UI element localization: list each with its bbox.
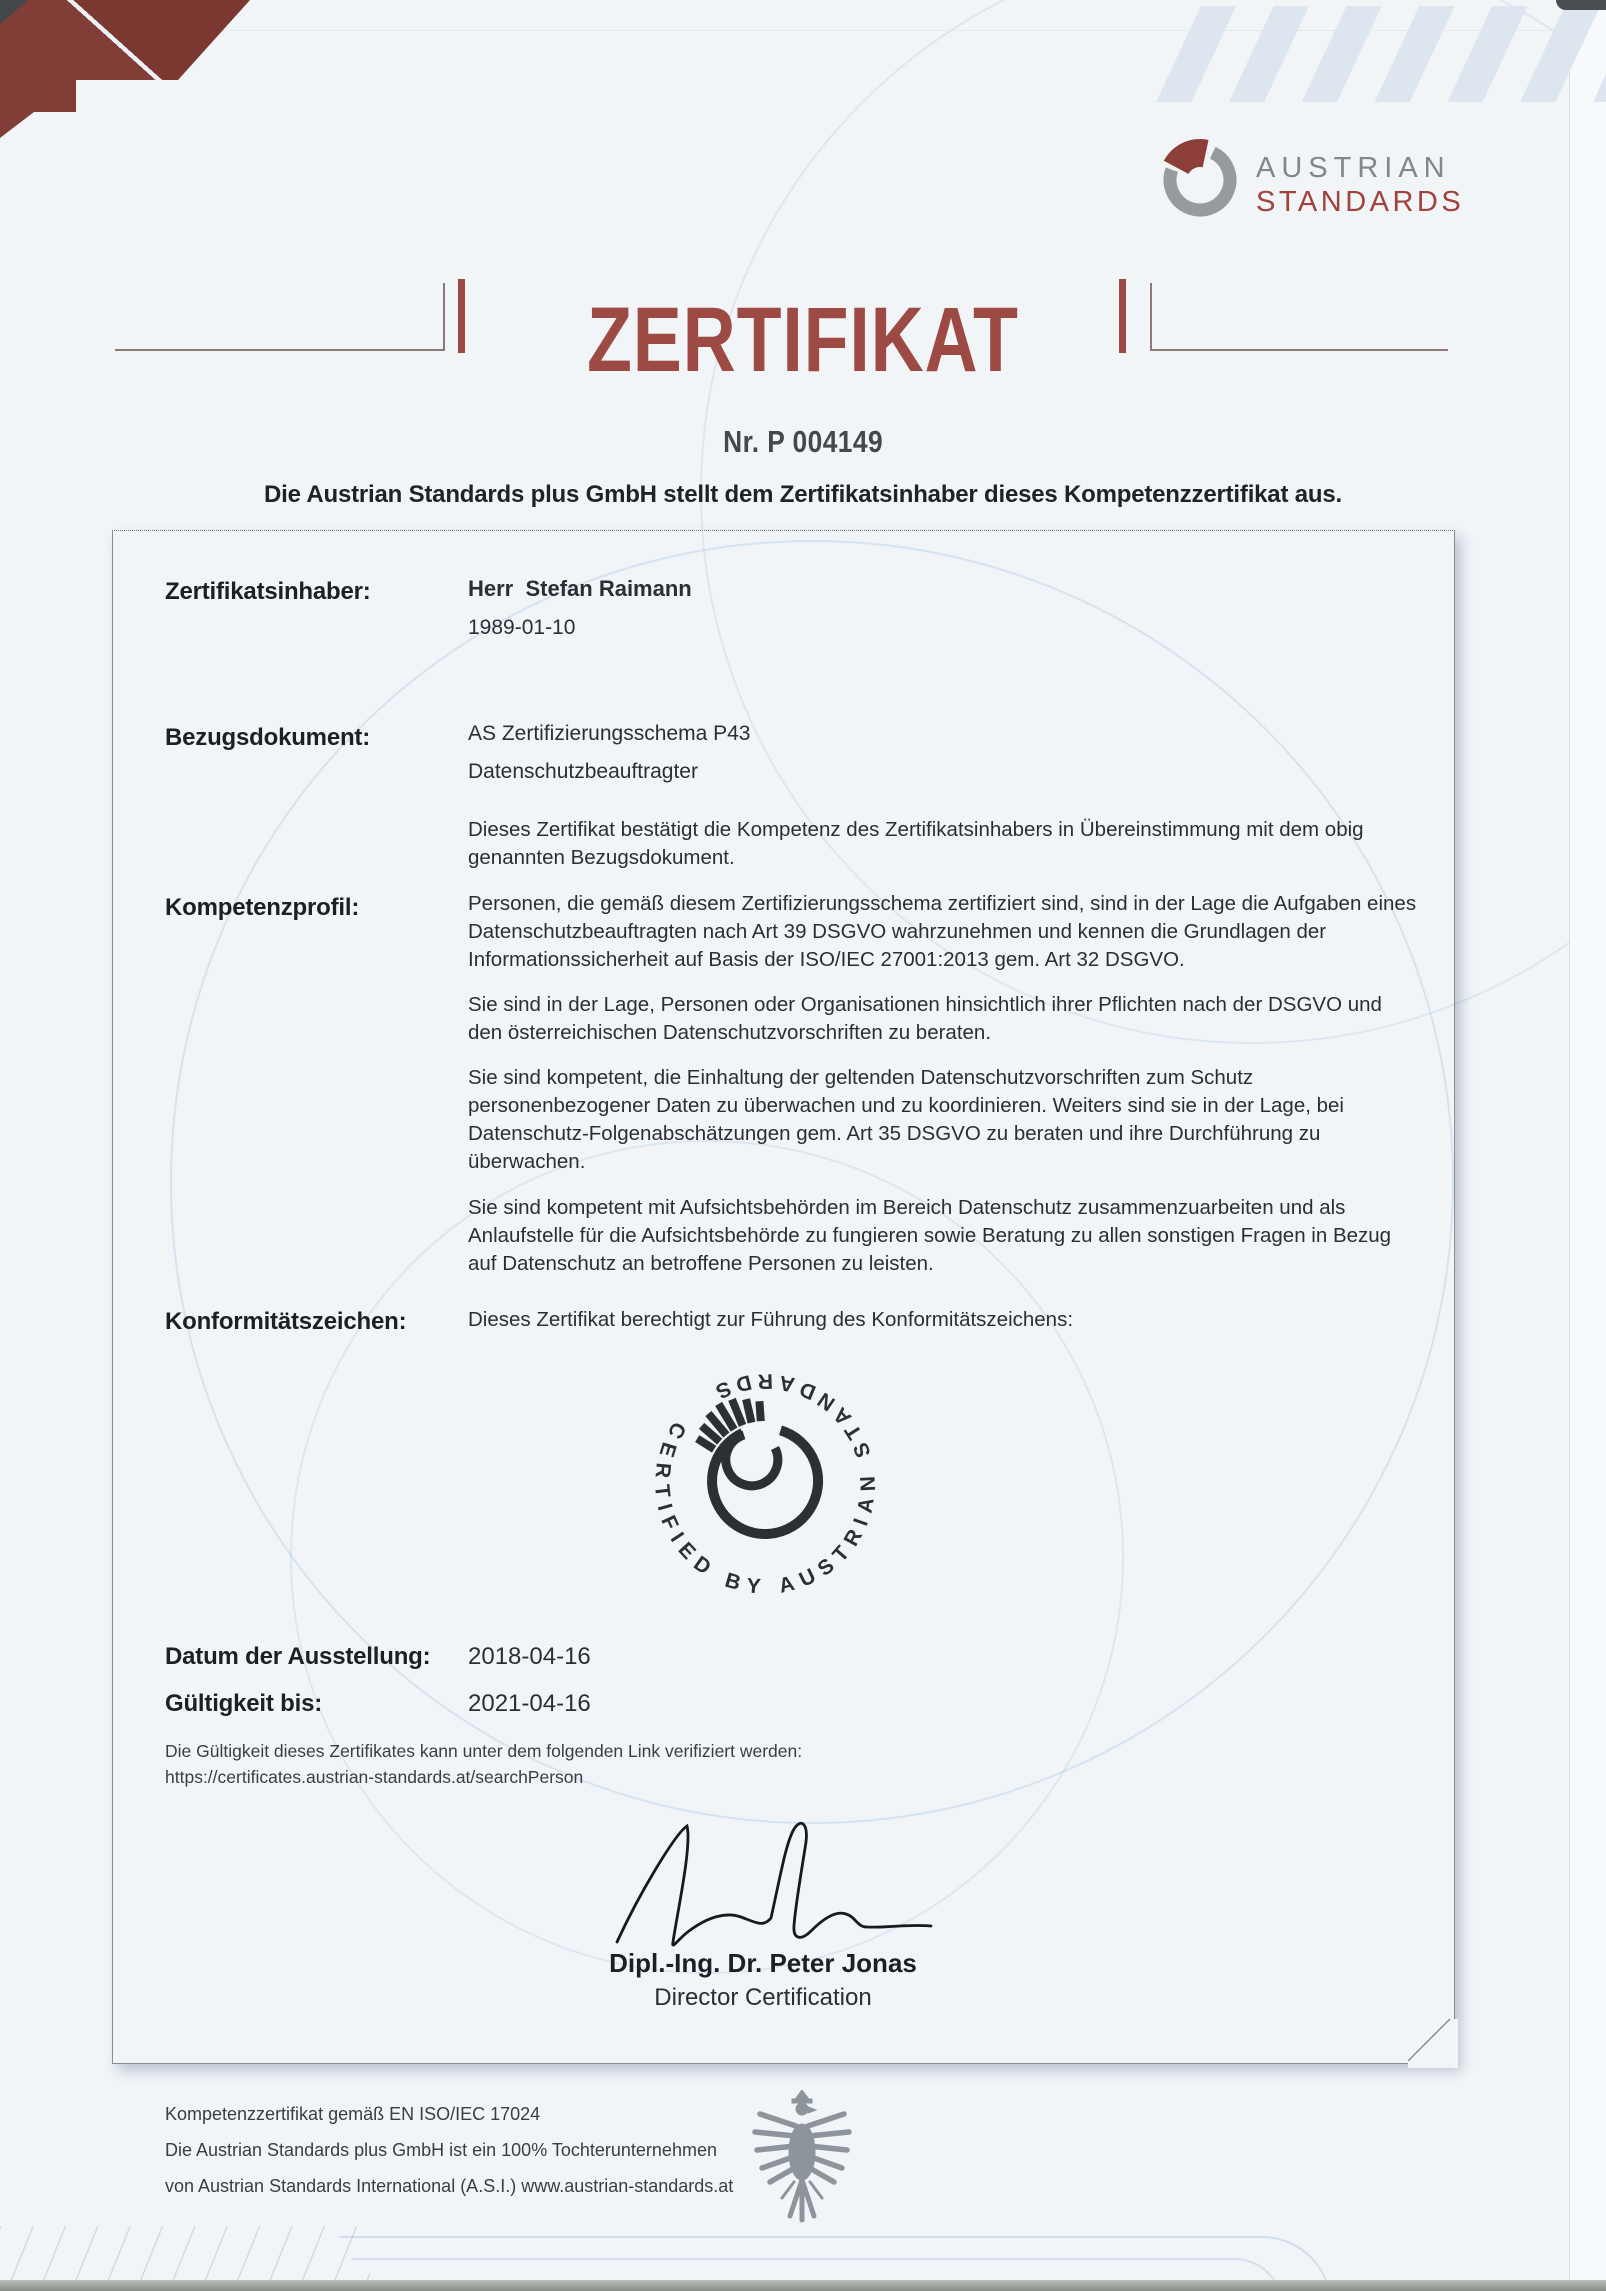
footer-company-line: Die Austrian Standards plus GmbH ist ein 100% Tochterunternehmen xyxy=(165,2140,717,2160)
signer-title: Director Certification xyxy=(654,1984,872,2011)
reference-label: Bezugsdokument: xyxy=(165,724,371,751)
competence-paragraph-4: Sie sind kompetent mit Aufsichtsbehörden im Bereich Datenschutz zusammenzuarbeiten und als Anlaufstelle für die Aufsichtsbehörde zu fungieren sowie Beratung zu allen sonstigen Fragen in Bezug auf Datenschutz an betroffene Personen zu leisten. xyxy=(468,1196,1392,1275)
top-right-corner-shadow xyxy=(1556,0,1606,10)
page-title: ZERTIFIKAT xyxy=(587,289,1019,391)
footer-standard-line: Kompetenzzertifikat gemäß EN ISO/IEC 17024 xyxy=(165,2104,541,2124)
holder-name: Herr Stefan Raimann xyxy=(468,576,692,601)
reference-role: Datenschutzbeauftragter xyxy=(468,760,698,783)
austrian-eagle-emblem xyxy=(752,2090,852,2230)
holder-label: Zertifikatsinhaber: xyxy=(165,578,371,605)
valid-until-value: 2021-04-16 xyxy=(468,1690,591,1717)
seal-ring-text: CERTIFIED BY AUSTRIAN STANDARDS xyxy=(649,1369,881,1599)
bottom-left-hatch xyxy=(0,2226,370,2286)
box-chamfer-corner xyxy=(1398,2008,1460,2070)
footer-website-line: von Austrian Standards International (A.S.I.) www.austrian-standards.at xyxy=(165,2176,734,2196)
page-bottom-edge xyxy=(0,2280,1606,2291)
logo-text-austrian: AUSTRIAN xyxy=(1256,152,1451,184)
conformity-text: Dieses Zertifikat berechtigt zur Führung des Konformitätszeichens: xyxy=(468,1308,1074,1331)
reference-note: Dieses Zertifikat bestätigt die Kompetenz des Zertifikatsinhabers in Übereinstimmung mit dem obig genannten Bezugsdokument. xyxy=(468,818,1364,869)
title-right-bar xyxy=(1119,279,1126,353)
signer-name: Dipl.-Ing. Dr. Peter Jonas xyxy=(609,1948,917,1978)
top-right-stripes xyxy=(1128,6,1606,102)
issue-date-label: Datum der Ausstellung: xyxy=(165,1643,431,1670)
logo-text-standards: STANDARDS xyxy=(1256,186,1465,218)
signature-handwriting xyxy=(605,1818,945,1958)
conformity-label: Konformitätszeichen: xyxy=(165,1308,407,1335)
austrian-standards-logo-icon xyxy=(1157,137,1243,223)
title-right-rule xyxy=(1150,349,1448,351)
reference-scheme: AS Zertifizierungsschema P43 xyxy=(468,722,751,745)
seal-mark xyxy=(697,1399,818,1534)
holder-birthdate: 1989-01-10 xyxy=(468,616,576,639)
certificate-number: Nr. P 004149 xyxy=(723,424,883,459)
competence-paragraph-1: Personen, die gemäß diesem Zertifizierungsschema zertifiziert sind, sind in der Lage die Aufgaben eines Datenschutzbeauftragten nach Art 39 DSGVO wahrzunehmen und kennen die Grundlagen der Informationssicherheit auf Basis der ISO/IEC 27001:2013 gem. Art 32 DSGVO. xyxy=(468,892,1417,971)
issue-date-value: 2018-04-16 xyxy=(468,1643,591,1670)
verification-url: https://certificates.austrian-standards.at/searchPerson xyxy=(165,1767,584,1787)
top-left-corner-ribbon xyxy=(0,0,256,140)
conformity-seal xyxy=(635,1352,895,1612)
competence-paragraph-2: Sie sind in der Lage, Personen oder Organisationen hinsichtlich ihrer Pflichten nach der DSGVO und den österreichischen Datenschutzvorschriften zu beraten. xyxy=(468,993,1382,1044)
competence-paragraph-3: Sie sind kompetent, die Einhaltung der geltenden Datenschutzvorschriften zum Schutz personenbezogener Daten zu überwachen und zu koordinieren. Weiters sind sie in der Lage, bei Datenschutz-Folgenabschätzungen gem. Art 35 DSGVO zu beraten und ihre Durchführung zu überwachen. xyxy=(468,1066,1344,1173)
intro-statement: Die Austrian Standards plus GmbH stellt dem Zertifikatsinhaber dieses Kompetenzzertifikat aus. xyxy=(264,481,1342,508)
competence-label: Kompetenzprofil: xyxy=(165,894,360,921)
verification-note: Die Gültigkeit dieses Zertifikates kann unter dem folgenden Link verifiziert werden: xyxy=(165,1741,803,1761)
title-right-riser xyxy=(1150,283,1152,351)
valid-until-label: Gültigkeit bis: xyxy=(165,1690,323,1717)
